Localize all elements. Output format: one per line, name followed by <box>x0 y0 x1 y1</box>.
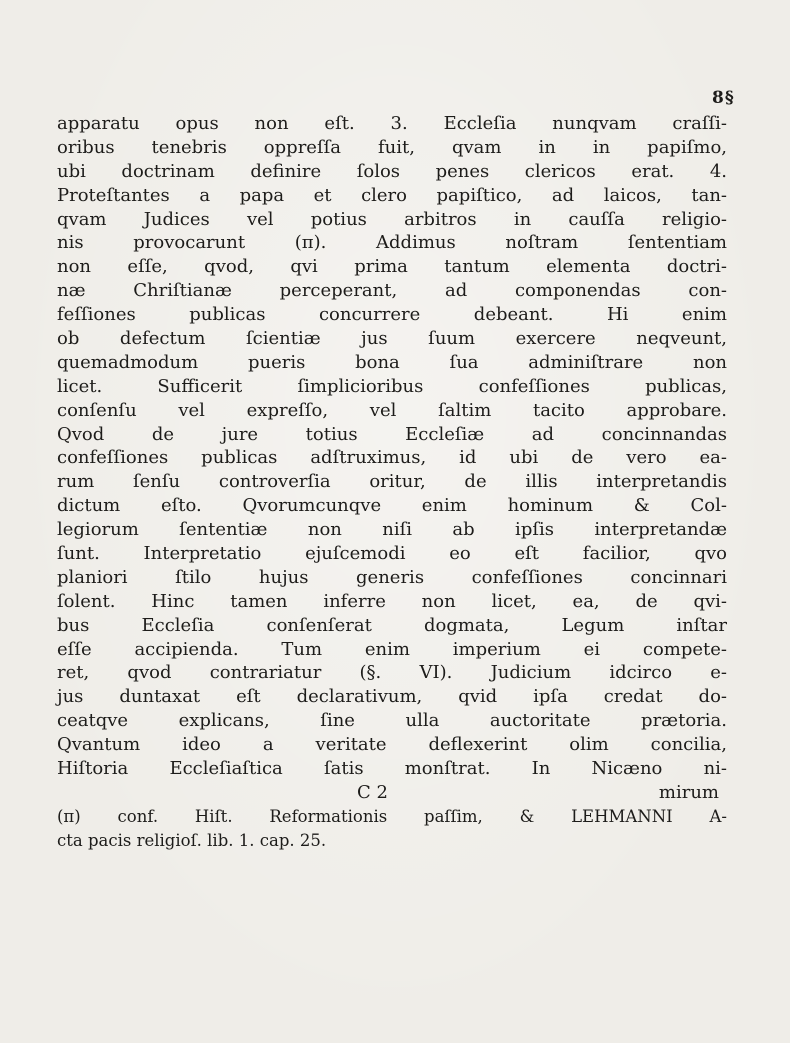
text-line: Qvod de jure totius Eccleſiæ ad concinnandas <box>57 423 727 445</box>
signature-catchword-line <box>57 781 727 805</box>
text-line: næ Chriſtianæ perceperant, ad componendas con- <box>57 280 727 302</box>
text-line: conſenſu vel expreſſo, vel ſaltim tacito approbare. <box>57 399 727 421</box>
text-line: ret, qvod contrariatur (§. VI). Judicium idcirco e- <box>57 662 727 684</box>
text-line: confeſſiones publicas adſtruximus, id ubi de vero ea- <box>57 447 727 469</box>
text-line: legiorum ſententiæ non niſi ab ipſis interpretandæ <box>57 519 727 541</box>
text-line: quemadmodum pueris bona ſua adminiſtrare non <box>57 351 727 373</box>
text-line: bus Eccleſia conſenſerat dogmata, Legum inſtar <box>57 614 727 636</box>
footnote-line: (π) conf. Hiſt. Reformationis paſſim, & LEHMANNI A- <box>57 806 727 826</box>
text-line: licet. Sufficerit ſimplicioribus confeſſiones publicas, <box>57 375 727 397</box>
text-line: Proteſtantes a papa et clero papiſtico, ad laicos, tan- <box>57 184 727 206</box>
page-number: 8§ <box>712 88 735 108</box>
footnote-line: cta pacis religioſ. lib. 1. cap. 25. <box>57 830 327 850</box>
signature-mark: C 2 <box>357 781 388 803</box>
text-line: ubi doctrinam definire ſolos penes clericos erat. 4. <box>57 160 727 182</box>
text-line: Qvantum ideo a veritate deflexerint olim concilia, <box>57 734 727 756</box>
text-line: apparatu opus non eſt. 3. Eccleſia nunqvam craſſi- <box>57 113 727 134</box>
body-text <box>57 112 727 853</box>
text-line: ob defectum ſcientiæ jus ſuum exercere neqveunt, <box>57 328 727 350</box>
text-line: ceatqve explicans, ſine ulla auctoritate prætoria. <box>57 710 727 732</box>
catchword: mirum <box>658 781 719 803</box>
text-line: qvam Judices vel potius arbitros in cauſſa religio- <box>57 208 727 230</box>
text-line: eſſe accipienda. Tum enim imperium ei compete- <box>57 638 727 660</box>
text-line: planiori ſtilo hujus generis confeſſiones concinnari <box>57 566 727 588</box>
text-line: oribus tenebris oppreſſa fuit, qvam in in papiſmo, <box>57 136 727 158</box>
text-line: feſſiones publicas concurrere debeant. Hi enim <box>57 304 727 326</box>
text-line: nis provocarunt (π). Addimus noſtram ſententiam <box>57 232 727 254</box>
text-line: ſolent. Hinc tamen inferre non licet, ea, de qvi- <box>57 590 727 612</box>
text-line: Hiſtoria Eccleſiaſtica ſatis monſtrat. In Nicæno ni- <box>57 758 727 780</box>
text-line: ſunt. Interpretatio ejuſcemodi eo eſt facilior, qvo <box>57 543 727 565</box>
text-line: non eſſe, qvod, qvi prima tantum elementa doctri- <box>57 256 727 278</box>
text-line: jus duntaxat eſt declarativum, qvid ipſa credat do- <box>57 686 727 708</box>
text-line: dictum eſto. Qvorumcunqve enim hominum & Col- <box>57 495 727 517</box>
text-line: rum ſenſu controverſia oritur, de illis interpretandis <box>57 471 727 493</box>
